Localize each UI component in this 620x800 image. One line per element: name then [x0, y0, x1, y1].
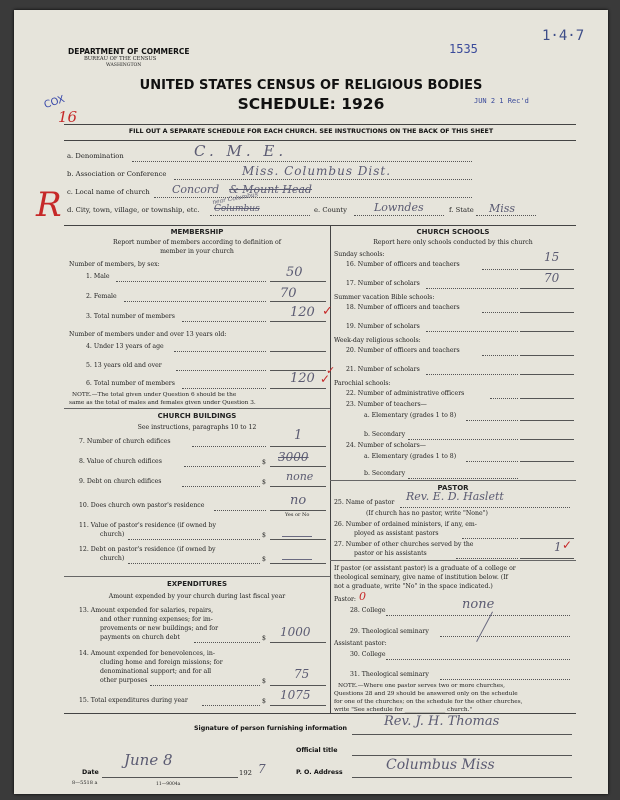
q17-value: 70: [544, 271, 560, 285]
q11-dollar: $: [262, 532, 266, 539]
q23-label: 23. Number of teachers—: [346, 401, 427, 408]
q1-value: 50: [286, 265, 303, 280]
church-name-label: c. Local name of church: [67, 188, 150, 196]
q19-label: 19. Number of scholars: [346, 323, 420, 330]
grad-note-1: If pastor (or assistant pastor) is a graduate of a college or: [334, 565, 516, 572]
parochial-label: Parochial schools:: [334, 380, 391, 387]
q3-value: 120: [290, 305, 315, 320]
q27-value: 1: [554, 540, 562, 554]
cox-mark: COX: [42, 94, 67, 111]
q2-value: 70: [280, 286, 297, 301]
q30-label: 30. College: [350, 651, 386, 658]
q15-value: 1075: [280, 688, 311, 702]
q10-value: no: [290, 493, 307, 508]
pastor-heading: PASTOR: [437, 484, 469, 492]
assistant-label: Assistant pastor:: [334, 640, 387, 647]
q13-label-c: provements or new buildings; and for: [100, 625, 219, 632]
buildings-heading: CHURCH BUILDINGS: [157, 412, 237, 420]
address-value: Columbus Miss: [386, 757, 495, 773]
q27-check-icon: ✓: [562, 538, 573, 552]
state-label: f. State: [449, 206, 474, 214]
q9-value: none: [286, 470, 314, 483]
schools-sub: Report here only schools conducted by this church: [373, 239, 533, 246]
association-label: b. Association or Conference: [67, 170, 167, 178]
q3-check-icon: ✓: [322, 304, 333, 319]
q12-dollar: $: [262, 556, 266, 563]
q26-label-cont: ployed as assistant pastors: [354, 530, 439, 537]
membership-note2: same as the total of males and females given under Question 3.: [69, 400, 256, 406]
q18-label: 18. Number of officers and teachers: [346, 304, 460, 311]
q20-label: 20. Number of officers and teachers: [346, 347, 460, 354]
yes-no-hint: Yes or No: [285, 512, 310, 518]
church-name-value: Concord: [172, 183, 220, 196]
q3-label: 3. Total number of members: [86, 313, 175, 320]
q2-label: 2. Female: [86, 293, 117, 300]
q13-dollar: $: [262, 635, 266, 642]
q13-label-d: payments on church debt: [100, 634, 180, 641]
sunday-label: Sunday schools:: [334, 251, 385, 258]
signature-value: Rev. J. H. Thomas: [384, 714, 500, 729]
buildings-sub: See instructions, paragraphs 10 to 12: [137, 424, 257, 431]
q24-secondary-label: b. Secondary: [364, 470, 406, 477]
form-subtitle: SCHEDULE: 1926: [237, 95, 385, 113]
received-stamp: JUN 2 1 Rec'd: [474, 97, 529, 105]
q11-label-cont: church): [100, 531, 125, 538]
schools-heading: CHURCH SCHOOLS: [416, 228, 490, 236]
q29-dash-mark: [476, 612, 494, 643]
pastor-note-4: write "See schedule for ______________ church.": [334, 707, 473, 713]
q25-value: Rev. E. D. Haslett: [406, 490, 504, 503]
form-number: 8—5518 a: [72, 780, 98, 786]
expenditures-sub: Amount expended by your church during last fiscal year: [108, 593, 286, 600]
q13-label: 13. Amount expended for salaries, repairs,: [79, 607, 214, 614]
pastor-label: Pastor:: [334, 596, 357, 603]
address-label: P. O. Address: [296, 769, 343, 776]
q21-label: 21. Number of scholars: [346, 366, 420, 373]
q11-label: 11. Value of pastor's residence (if owned by: [79, 522, 216, 529]
weekday-label: Week-day religious schools:: [334, 337, 421, 344]
q6-check-icon: ✓: [320, 372, 331, 386]
census-schedule-page: [14, 10, 608, 794]
date-value: June 8: [124, 751, 173, 769]
q16-label: 16. Number of officers and teachers: [346, 261, 460, 268]
red-number-mark: 16: [58, 108, 78, 126]
city-label: d. City, town, village, or township, etc.: [67, 206, 200, 214]
pastor-red-mark: 0: [359, 590, 366, 603]
church-name-struck: & Mount Head: [229, 183, 312, 196]
membership-sub2: member in your church: [160, 248, 234, 255]
q24-elementary-label: a. Elementary (grades 1 to 8): [364, 453, 457, 460]
q14-value: 75: [294, 667, 310, 681]
q7-value: 1: [294, 428, 303, 443]
q23-secondary-label: b. Secondary: [364, 431, 406, 438]
red-letter-mark: R: [36, 185, 62, 225]
q9-dollar: $: [262, 479, 266, 486]
association-value: Miss. Columbus Dist.: [242, 164, 392, 178]
q26-label: 26. Number of ordained ministers, if any, em-: [334, 521, 477, 528]
q22-label: 22. Number of administrative officers: [346, 390, 465, 397]
q6-value: 120: [290, 371, 315, 386]
q24-label: 24. Number of scholars—: [346, 442, 426, 449]
q1-label: 1. Male: [86, 273, 110, 280]
q21-check-icon: ✓: [326, 364, 336, 377]
q28-label: 28. College: [350, 607, 386, 614]
instruction-line: FILL OUT A SEPARATE SCHEDULE FOR EACH CHURCH. SEE INSTRUCTIONS ON THE BACK OF THIS SHEET: [128, 128, 494, 135]
pastor-note-3: for one of the churches; on the schedule for the other churches,: [334, 699, 523, 705]
grad-note-3: not a graduate, write "No" in the space indicated.): [334, 583, 493, 590]
q14-label-b: cluding home and foreign missions; for: [100, 659, 223, 666]
q29-label: 29. Theological seminary: [350, 628, 429, 635]
q27-label-cont: pastor or his assistants: [354, 550, 427, 557]
q28-value: none: [462, 597, 495, 612]
q14-label: 14. Amount expended for benevolences, in-: [79, 650, 215, 657]
city-value: Columbus: [214, 204, 260, 214]
date-label: Date: [82, 769, 99, 776]
q9-label: 9. Debt on church edifices: [79, 478, 162, 485]
city-label: WASHINGTON: [106, 63, 142, 68]
department-label: DEPARTMENT OF COMMERCE: [68, 47, 190, 56]
q15-dollar: $: [262, 698, 266, 705]
q8-dollar: $: [262, 459, 266, 466]
q10-label: 10. Does church own pastor's residence: [79, 502, 205, 509]
q8-value: 3000: [278, 450, 309, 464]
pastor-note-2: Questions 28 and 29 should be answered only on the schedule: [334, 691, 518, 697]
bureau-label: BUREAU OF THE CENSUS: [84, 56, 157, 62]
grad-note-2: theological seminary, give name of institution below. (If: [334, 574, 508, 581]
year-suffix: 7: [258, 762, 266, 776]
official-title-label: Official title: [296, 747, 338, 754]
q12-label-cont: church): [100, 555, 125, 562]
q12-label: 12. Debt on pastor's residence (if owned by: [79, 546, 216, 553]
q13-label-b: and other running expenses; for im-: [100, 616, 213, 623]
q14-label-c: denominational support; and for all: [100, 668, 212, 675]
age-heading: Number of members under and over 13 years old:: [69, 331, 227, 338]
q6-label: 6. Total number of members: [86, 380, 175, 387]
q14-dollar: $: [262, 678, 266, 685]
q7-label: 7. Number of church edifices: [79, 438, 171, 445]
q8-label: 8. Value of church edifices: [79, 458, 162, 465]
denomination-value: C. M. E.: [194, 142, 288, 160]
membership-sub1: Report number of members according to definition of: [112, 239, 282, 246]
q17-label: 17. Number of scholars: [346, 280, 420, 287]
city-note: near Columbus: [211, 191, 259, 206]
county-value: Lowndes: [374, 201, 424, 214]
q25-label: 25. Name of pastor: [334, 499, 395, 506]
membership-heading: MEMBERSHIP: [170, 228, 224, 236]
q23-elementary-label: a. Elementary (grades 1 to 8): [364, 412, 457, 419]
q5-label: 5. 13 years old and over: [86, 362, 162, 369]
q14-label-d: other purposes: [100, 677, 148, 684]
q16-value: 15: [544, 250, 560, 264]
pastor-note-1: NOTE.—Where one pastor serves two or more churches,: [338, 683, 505, 689]
q15-label: 15. Total expenditures during year: [79, 697, 188, 704]
print-number: 11—9004a: [156, 782, 181, 787]
year-label: 192: [239, 769, 252, 777]
by-sex-label: Number of members, by sex:: [69, 261, 160, 268]
denomination-label: a. Denomination: [67, 152, 124, 160]
county-label: e. County: [314, 206, 347, 214]
signature-label: Signature of person furnishing information: [194, 725, 348, 732]
stamp-number: 1535: [449, 42, 478, 56]
expenditures-heading: EXPENDITURES: [166, 580, 228, 588]
summer-label: Summer vacation Bible schools:: [334, 294, 435, 301]
q25-note: (If church has no pastor, write "None"): [366, 510, 488, 517]
q4-label: 4. Under 13 years of age: [86, 343, 164, 350]
q31-label: 31. Theological seminary: [350, 671, 429, 678]
membership-note1: NOTE.—The total given under Question 6 should be the: [72, 392, 237, 398]
q13-value: 1000: [280, 625, 311, 639]
form-title: UNITED STATES CENSUS OF RELIGIOUS BODIES: [139, 78, 483, 93]
q27-label: 27. Number of other churches served by the: [334, 541, 474, 548]
state-value: Miss: [489, 202, 516, 215]
corner-number: 1·4·7: [542, 28, 585, 44]
